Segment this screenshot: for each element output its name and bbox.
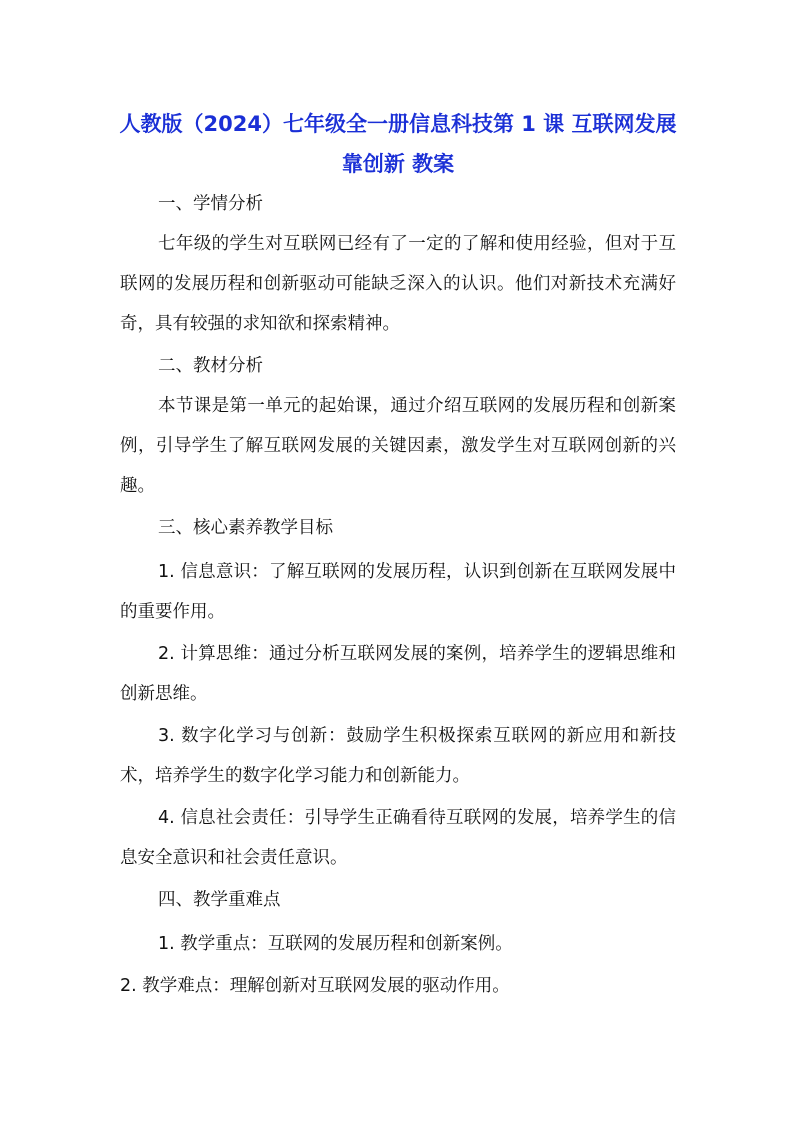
section-heading-learner-analysis: 一、学情分析 <box>158 194 263 214</box>
objective-item-2: 2. 计算思维：通过分析互联网发展的案例，培养学生的逻辑思维和创新思维。 <box>120 644 676 704</box>
objective-item-3: 3. 数字化学习与创新：鼓励学生积极探索互联网的新应用和新技术，培养学生的数字化学习能力和创新能力。 <box>120 726 676 786</box>
paragraph-material-analysis: 本节课是第一单元的起始课，通过介绍互联网的发展历程和创新案例，引导学生了解互联网发展的关键因素，激发学生对互联网创新的兴趣。 <box>120 396 676 496</box>
section-heading-core-objectives: 三、核心素养教学目标 <box>158 518 333 538</box>
document-title: 人教版（2024）七年级全一册信息科技第 1 课 互联网发展靠创新 教案 <box>119 112 677 176</box>
key-point-item-2: 2. 教学难点：理解创新对互联网发展的驱动作用。 <box>120 976 510 996</box>
objective-item-4: 4. 信息社会责任：引导学生正确看待互联网的发展，培养学生的信息安全意识和社会责任意识。 <box>120 808 676 868</box>
section-heading-key-points: 四、教学重难点 <box>158 890 281 910</box>
section-heading-material-analysis: 二、教材分析 <box>158 356 263 376</box>
key-point-item-1: 1. 教学重点：互联网的发展历程和创新案例。 <box>158 934 513 954</box>
paragraph-learner-analysis: 七年级的学生对互联网已经有了一定的了解和使用经验，但对于互联网的发展历程和创新驱动可能缺乏深入的认识。他们对新技术充满好奇，具有较强的求知欲和探索精神。 <box>120 234 676 334</box>
objective-item-1: 1. 信息意识：了解互联网的发展历程，认识到创新在互联网发展中的重要作用。 <box>120 562 676 622</box>
